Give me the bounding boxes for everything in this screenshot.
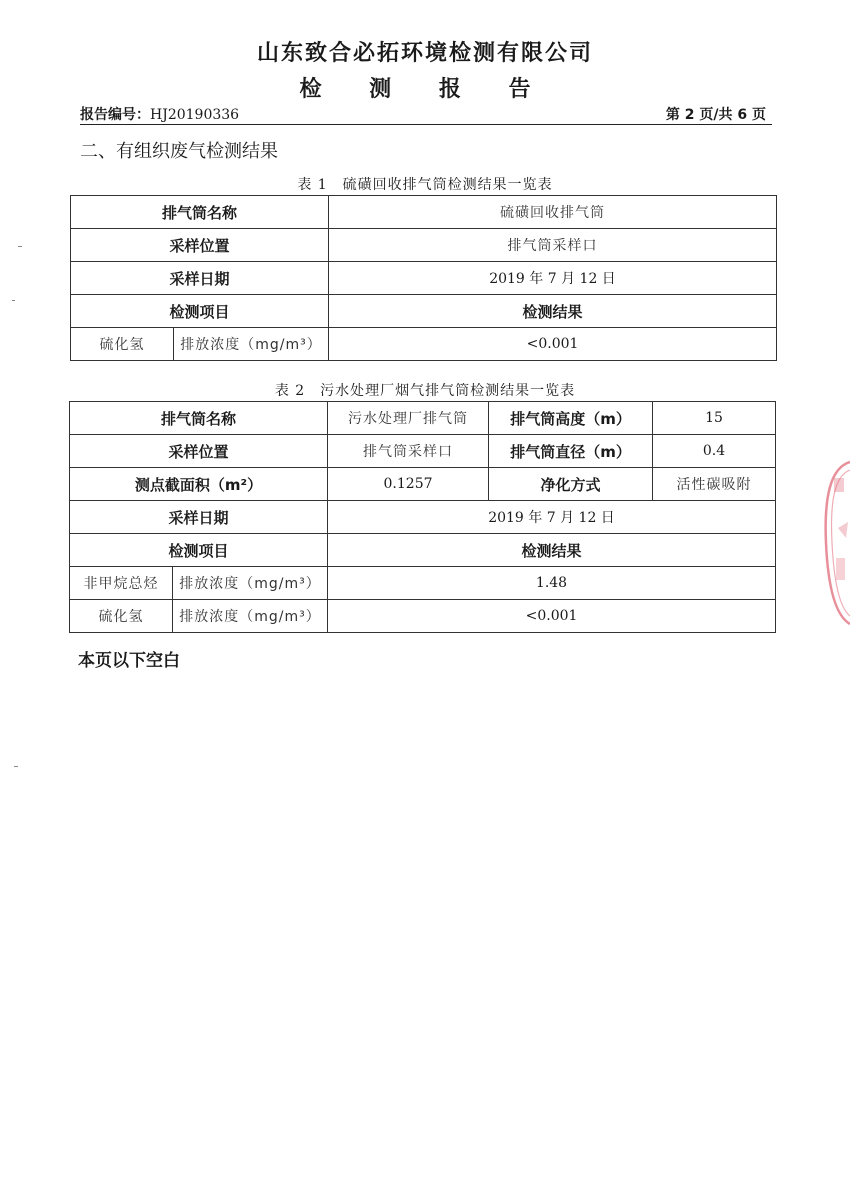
table-row <box>70 435 776 468</box>
table-row <box>70 534 776 567</box>
location-value: 排气筒采样口 <box>328 435 489 468</box>
pollutant-name: 硫化氢 <box>70 600 173 633</box>
table-row <box>71 262 777 295</box>
location-value: 排气筒采样口 <box>329 229 777 262</box>
table2 <box>69 401 776 633</box>
table2-caption: 表 2 污水处理厂烟气排气筒检测结果一览表 <box>274 383 576 399</box>
cross-section-label: 测点截面积（m²） <box>70 468 328 501</box>
item-label: 检测项目 <box>70 534 328 567</box>
scan-speck <box>18 246 22 247</box>
result-value: <0.001 <box>329 328 777 361</box>
section-title: 二、有组织废气检测结果 <box>80 141 278 162</box>
location-label: 采样位置 <box>70 435 328 468</box>
metric-name: 排放浓度（mg/m³） <box>173 567 328 600</box>
table-row <box>70 600 776 633</box>
result-value: <0.001 <box>328 600 776 633</box>
date-value: 2019 年 7 月 12 日 <box>328 501 776 534</box>
scan-speck <box>12 300 15 301</box>
table-row <box>70 501 776 534</box>
document-title: 检 测 报 告 <box>299 77 551 102</box>
result-label: 检测结果 <box>329 295 777 328</box>
date-label: 采样日期 <box>71 262 329 295</box>
metric-name: 排放浓度（mg/m³） <box>173 600 328 633</box>
metric-name: 排放浓度（mg/m³） <box>174 328 329 361</box>
stack-name-value: 污水处理厂排气筒 <box>328 402 489 435</box>
date-value: 2019 年 7 月 12 日 <box>329 262 777 295</box>
report-number-label: 报告编号： <box>80 107 150 123</box>
report-header-row <box>80 102 772 125</box>
table-row <box>71 196 777 229</box>
report-number-value: HJ20190336 <box>150 107 240 123</box>
table-row <box>71 295 777 328</box>
location-label: 采样位置 <box>71 229 329 262</box>
item-label: 检测项目 <box>71 295 329 328</box>
purification-value: 活性碳吸附 <box>653 468 776 501</box>
page-indicator: 第 2 页/共 6 页 <box>665 107 766 123</box>
table-row <box>71 328 777 361</box>
pollutant-name: 非甲烷总烃 <box>70 567 173 600</box>
stack-name-label: 排气筒名称 <box>70 402 328 435</box>
stack-height-label: 排气筒高度（m） <box>489 402 653 435</box>
blank-page-note: 本页以下空白 <box>78 651 180 671</box>
report-number <box>80 104 239 124</box>
result-value: 1.48 <box>328 567 776 600</box>
table1-caption: 表 1 硫磺回收排气筒检测结果一览表 <box>297 177 553 193</box>
cross-section-value: 0.1257 <box>328 468 489 501</box>
pollutant-name: 硫化氢 <box>71 328 174 361</box>
table-row <box>70 402 776 435</box>
purification-label: 净化方式 <box>489 468 653 501</box>
company-name: 山东致合必拓环境检测有限公司 <box>256 41 593 66</box>
table1 <box>70 195 777 361</box>
stack-name-label: 排气筒名称 <box>71 196 329 229</box>
table-row <box>70 468 776 501</box>
stack-diameter-value: 0.4 <box>653 435 776 468</box>
stack-height-value: 15 <box>653 402 776 435</box>
stack-diameter-label: 排气筒直径（m） <box>489 435 653 468</box>
stack-name-value: 硫磺回收排气筒 <box>329 196 777 229</box>
date-label: 采样日期 <box>70 501 328 534</box>
table-row <box>71 229 777 262</box>
red-seal-stamp-icon <box>822 458 850 628</box>
scan-speck <box>14 766 18 767</box>
result-label: 检测结果 <box>328 534 776 567</box>
table-row <box>70 567 776 600</box>
